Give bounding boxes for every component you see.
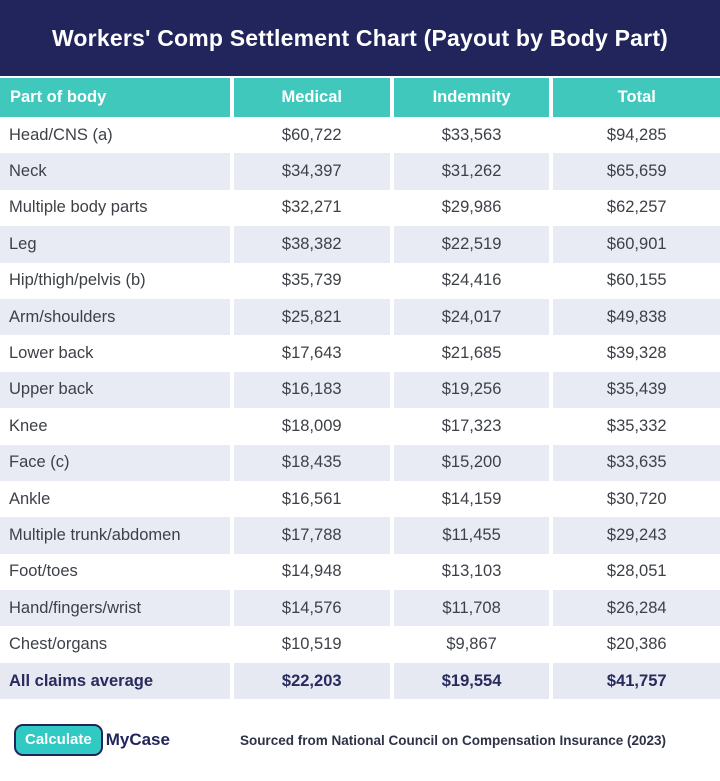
total-cell: $41,757 xyxy=(551,663,720,699)
indemnity-cell: $9,867 xyxy=(392,626,552,662)
medical-cell: $35,739 xyxy=(232,263,392,299)
body-part-cell: Upper back xyxy=(0,372,232,408)
column-header-part-of-body: Part of body xyxy=(0,77,232,117)
indemnity-cell: $21,685 xyxy=(392,335,552,371)
indemnity-cell: $29,986 xyxy=(392,190,552,226)
indemnity-cell: $24,416 xyxy=(392,263,552,299)
table-row xyxy=(0,481,720,517)
body-part-cell: Chest/organs xyxy=(0,626,232,662)
total-cell: $94,285 xyxy=(551,117,720,153)
table-header-row xyxy=(0,77,720,117)
body-part-cell: Foot/toes xyxy=(0,554,232,590)
medical-cell: $22,203 xyxy=(232,663,392,699)
page-title: Workers' Comp Settlement Chart (Payout by Body Part) xyxy=(51,24,669,51)
table-row xyxy=(0,590,720,626)
table-row xyxy=(0,299,720,335)
total-cell: $29,243 xyxy=(551,517,720,553)
total-cell: $62,257 xyxy=(551,190,720,226)
total-cell: $35,332 xyxy=(551,408,720,444)
source-attribution: Sourced from National Council on Compensation Insurance (2023) xyxy=(239,732,667,748)
indemnity-cell: $24,017 xyxy=(392,299,552,335)
medical-cell: $38,382 xyxy=(232,226,392,262)
medical-cell: $17,643 xyxy=(232,335,392,371)
total-cell: $28,051 xyxy=(551,554,720,590)
body-part-cell: Lower back xyxy=(0,335,232,371)
column-header-indemnity: Indemnity xyxy=(392,77,552,117)
medical-cell: $17,788 xyxy=(232,517,392,553)
table-row xyxy=(0,153,720,189)
indemnity-cell: $19,256 xyxy=(392,372,552,408)
body-part-cell: Multiple body parts xyxy=(0,190,232,226)
body-part-cell: Hip/thigh/pelvis (b) xyxy=(0,263,232,299)
table-row xyxy=(0,190,720,226)
indemnity-cell: $19,554 xyxy=(392,663,552,699)
body-part-cell: Knee xyxy=(0,408,232,444)
total-cell: $30,720 xyxy=(551,481,720,517)
table-row xyxy=(0,445,720,481)
calculatemycase-logo xyxy=(14,724,170,756)
medical-cell: $16,561 xyxy=(232,481,392,517)
logo-calculate-badge: Calculate xyxy=(14,724,103,756)
settlement-table xyxy=(0,76,720,699)
table-row xyxy=(0,372,720,408)
body-part-cell: Face (c) xyxy=(0,445,232,481)
body-part-cell: Arm/shoulders xyxy=(0,299,232,335)
table-body xyxy=(0,117,720,699)
total-cell: $33,635 xyxy=(551,445,720,481)
logo-mycase-text: MyCase xyxy=(105,730,170,750)
total-cell: $26,284 xyxy=(551,590,720,626)
medical-cell: $14,576 xyxy=(232,590,392,626)
total-cell: $35,439 xyxy=(551,372,720,408)
medical-cell: $34,397 xyxy=(232,153,392,189)
medical-cell: $14,948 xyxy=(232,554,392,590)
indemnity-cell: $13,103 xyxy=(392,554,552,590)
table-row xyxy=(0,226,720,262)
indemnity-cell: $33,563 xyxy=(392,117,552,153)
column-header-total: Total xyxy=(551,77,720,117)
total-cell: $39,328 xyxy=(551,335,720,371)
total-cell: $20,386 xyxy=(551,626,720,662)
medical-cell: $18,009 xyxy=(232,408,392,444)
title-bar xyxy=(0,0,720,76)
total-cell: $65,659 xyxy=(551,153,720,189)
table-row xyxy=(0,554,720,590)
medical-cell: $18,435 xyxy=(232,445,392,481)
table-row xyxy=(0,335,720,371)
indemnity-cell: $22,519 xyxy=(392,226,552,262)
medical-cell: $16,183 xyxy=(232,372,392,408)
footer xyxy=(0,699,720,781)
total-cell: $60,901 xyxy=(551,226,720,262)
indemnity-cell: $15,200 xyxy=(392,445,552,481)
total-cell: $60,155 xyxy=(551,263,720,299)
indemnity-cell: $17,323 xyxy=(392,408,552,444)
body-part-cell: All claims average xyxy=(0,663,232,699)
body-part-cell: Head/CNS (a) xyxy=(0,117,232,153)
indemnity-cell: $11,708 xyxy=(392,590,552,626)
medical-cell: $60,722 xyxy=(232,117,392,153)
indemnity-cell: $14,159 xyxy=(392,481,552,517)
body-part-cell: Multiple trunk/abdomen xyxy=(0,517,232,553)
total-cell: $49,838 xyxy=(551,299,720,335)
body-part-cell: Leg xyxy=(0,226,232,262)
body-part-cell: Neck xyxy=(0,153,232,189)
medical-cell: $32,271 xyxy=(232,190,392,226)
medical-cell: $25,821 xyxy=(232,299,392,335)
table-total-row xyxy=(0,663,720,699)
table-row xyxy=(0,117,720,153)
indemnity-cell: $31,262 xyxy=(392,153,552,189)
body-part-cell: Ankle xyxy=(0,481,232,517)
table-row xyxy=(0,626,720,662)
medical-cell: $10,519 xyxy=(232,626,392,662)
table-row xyxy=(0,408,720,444)
body-part-cell: Hand/fingers/wrist xyxy=(0,590,232,626)
table-row xyxy=(0,263,720,299)
indemnity-cell: $11,455 xyxy=(392,517,552,553)
table-row xyxy=(0,517,720,553)
column-header-medical: Medical xyxy=(232,77,392,117)
